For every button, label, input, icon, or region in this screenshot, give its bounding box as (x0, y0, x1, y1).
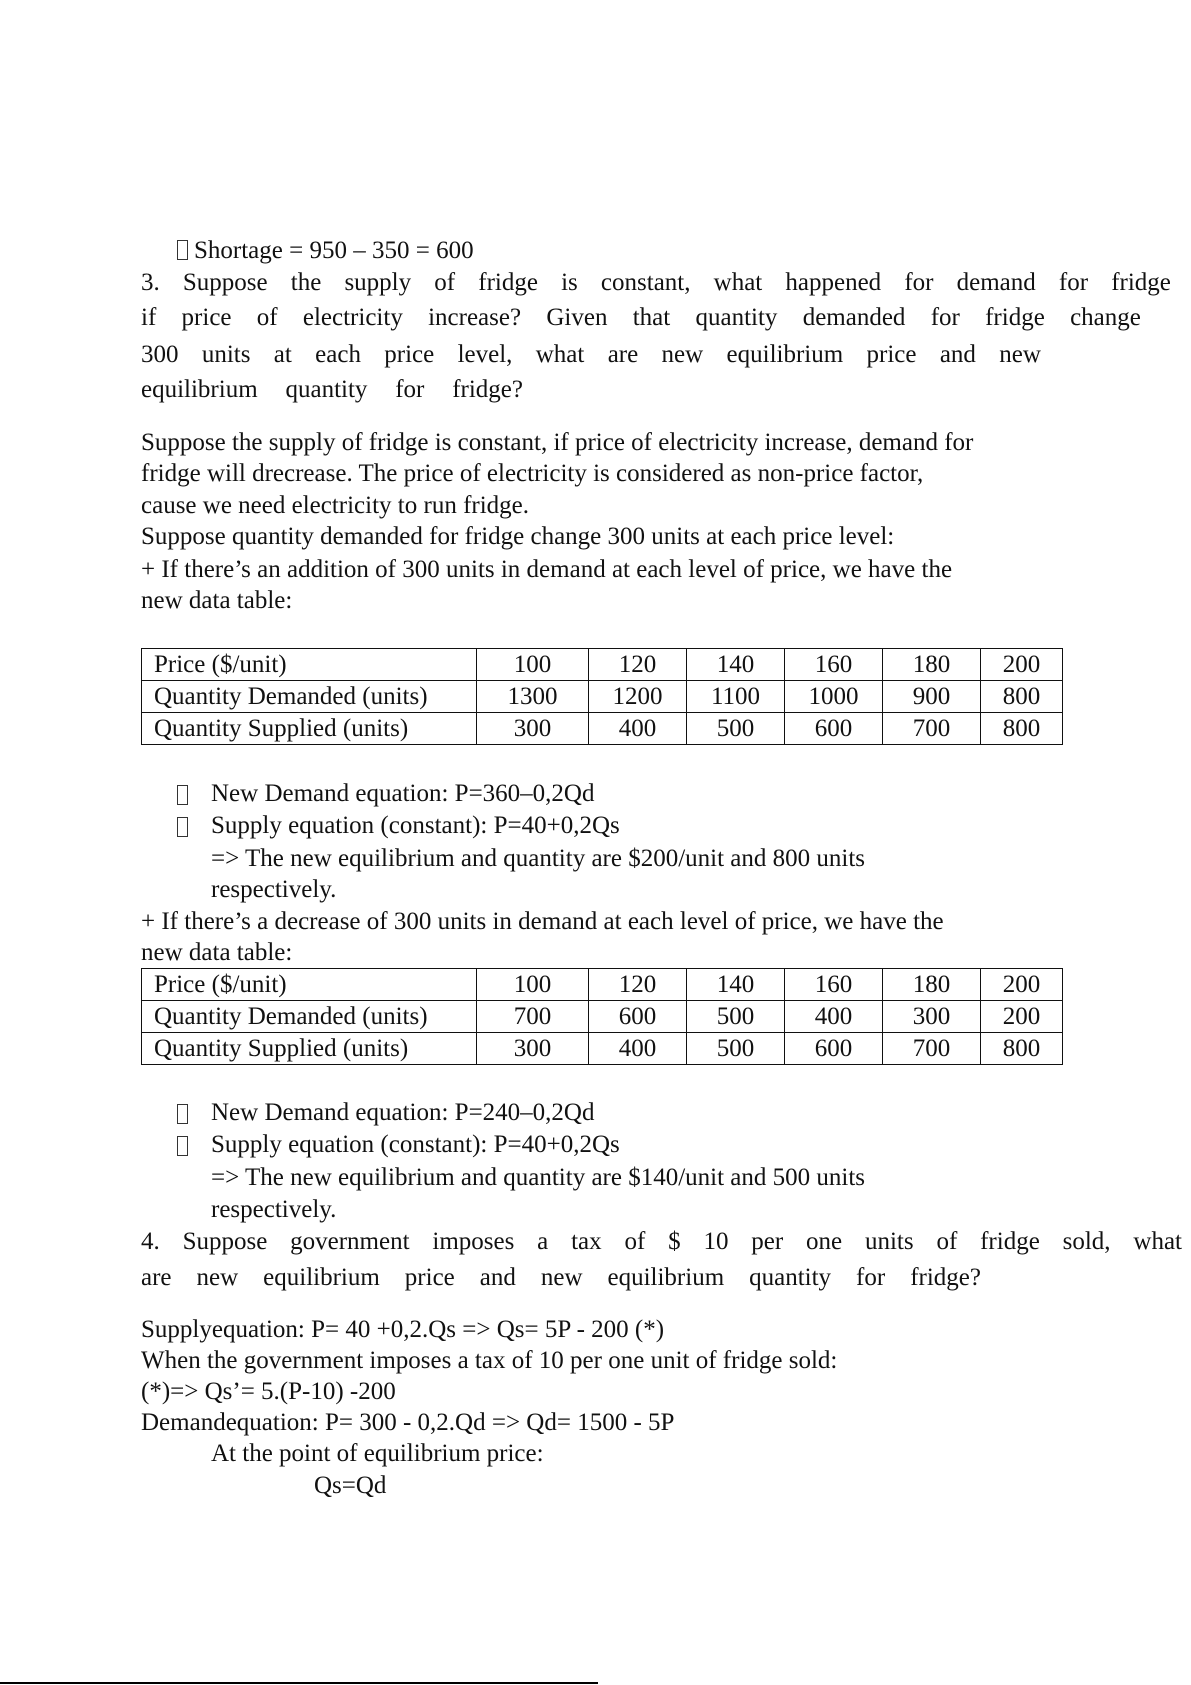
shortage-text: Shortage = 950 – 350 = 600 (194, 237, 474, 264)
word: that (632, 304, 671, 331)
word: each (315, 341, 361, 368)
supply-equation: Supplyequation: P= 40 +0,2.Qs => Qs= 5P - 200 (*) (141, 1316, 665, 1343)
table-cell: 200 (981, 649, 1063, 681)
word: price (181, 304, 232, 331)
table-cell: 800 (981, 1033, 1063, 1065)
table-cell: 180 (883, 969, 981, 1001)
footnote-separator (0, 1682, 598, 1684)
table-cell: 1300 (477, 681, 589, 713)
table-cell: 100 (477, 649, 589, 681)
word: quantity (749, 1264, 832, 1291)
table-cell: 700 (883, 1033, 981, 1065)
table-cell: 300 (477, 1033, 589, 1065)
table-cell: 400 (589, 713, 687, 745)
table-cell: 160 (785, 969, 883, 1001)
word: for (395, 376, 425, 403)
word: are (607, 341, 639, 368)
word: government (290, 1228, 410, 1255)
table-cell: 300 (883, 1001, 981, 1033)
word: imposes (432, 1228, 515, 1255)
word: happened (785, 269, 882, 296)
word: price (866, 341, 917, 368)
word: per (751, 1228, 784, 1255)
word: what (713, 269, 763, 296)
table-cell: 500 (687, 1033, 785, 1065)
word: 300 (141, 341, 179, 368)
table-cell: 200 (981, 1001, 1063, 1033)
table-cell: 600 (785, 1033, 883, 1065)
table-cell: 200 (981, 969, 1063, 1001)
word: fridge (980, 1228, 1040, 1255)
table-cell: 500 (687, 713, 785, 745)
table-cell: 800 (981, 681, 1063, 713)
word: level, (457, 341, 513, 368)
shortage-line (177, 236, 474, 266)
word: the (290, 269, 322, 296)
word: of (256, 304, 278, 331)
table-cell: 140 (687, 969, 785, 1001)
supply-equation: Supply equation (constant): P=40+0,2Qs (211, 1131, 620, 1158)
word: price (404, 1264, 455, 1291)
word: what (1133, 1228, 1182, 1255)
table-demand-decrease (141, 968, 1063, 1065)
word: quantity (695, 304, 778, 331)
row-label: Quantity Supplied (units) (142, 1033, 477, 1065)
word: price (384, 341, 435, 368)
table-cell: 600 (589, 1001, 687, 1033)
row-label: Price ($/unit) (142, 969, 477, 1001)
word: of (936, 1228, 958, 1255)
word: fridge (1111, 269, 1171, 296)
word: fridge (478, 269, 538, 296)
word: if (141, 304, 157, 331)
question-3-line (141, 340, 1041, 370)
word: new (540, 1264, 583, 1291)
new-supply-equation: (*)=> Qs’= 5.(P-10) -200 (141, 1378, 396, 1405)
word: demanded (802, 304, 906, 331)
word: 10 (703, 1228, 729, 1255)
word: at (273, 341, 292, 368)
word: what (535, 341, 585, 368)
decrease-intro: + If there’s a decrease of 300 units in demand at each level of price, we have the (141, 908, 944, 935)
table-row (142, 649, 1063, 681)
word: for (1058, 269, 1089, 296)
word: and (479, 1264, 516, 1291)
paragraph-line: Suppose the supply of fridge is constant, if price of electricity increase, demand for (141, 429, 974, 456)
table-row (142, 1001, 1063, 1033)
word: units (864, 1228, 914, 1255)
word: demand (956, 269, 1036, 296)
word: 3. (141, 269, 160, 296)
table-cell: 900 (883, 681, 981, 713)
table-cell: 120 (589, 969, 687, 1001)
question-4-line (141, 1263, 981, 1293)
word: equilibrium (141, 376, 258, 403)
word: of (434, 269, 456, 296)
question-3-line (141, 303, 1141, 333)
word: constant, (600, 269, 691, 296)
equilibrium-conclusion-cont: respectively. (211, 876, 337, 903)
table-cell: 1200 (589, 681, 687, 713)
table-cell: 400 (589, 1033, 687, 1065)
equilibrium-conclusion: => The new equilibrium and quantity are $140/unit and 500 units (211, 1164, 866, 1191)
table-row (142, 969, 1063, 1001)
row-label: Quantity Demanded (units) (142, 1001, 477, 1033)
table-cell: 120 (589, 649, 687, 681)
table-cell: 140 (687, 649, 785, 681)
table-cell: 700 (477, 1001, 589, 1033)
table-cell: 100 (477, 969, 589, 1001)
table-cell: 700 (883, 713, 981, 745)
supply-equation: Supply equation (constant): P=40+0,2Qs (211, 812, 620, 839)
paragraph-line: fridge will drecrease. The price of electricity is considered as non-price factor, (141, 460, 924, 487)
word: 4. (141, 1228, 160, 1255)
word: of (624, 1228, 646, 1255)
word: for (856, 1264, 886, 1291)
word: Suppose (182, 1228, 268, 1255)
table-row (142, 1033, 1063, 1065)
table-demand-increase (141, 648, 1063, 745)
word: tax (571, 1228, 602, 1255)
word: is (561, 269, 578, 296)
row-label: Quantity Demanded (units) (142, 681, 477, 713)
table-cell: 1100 (687, 681, 785, 713)
equilibrium-intro: At the point of equilibrium price: (211, 1440, 544, 1467)
bullet-box-icon (177, 240, 188, 260)
word: new (196, 1264, 239, 1291)
word: equilibrium (726, 341, 844, 368)
word: equilibrium (607, 1264, 725, 1291)
table-cell: 160 (785, 649, 883, 681)
bullet-box-icon (177, 785, 188, 805)
table-cell: 500 (687, 1001, 785, 1033)
question-3-line (141, 268, 1171, 298)
word: a (537, 1228, 549, 1255)
paragraph-line: Suppose quantity demanded for fridge change 300 units at each price level: (141, 523, 895, 550)
word: fridge? (452, 376, 523, 403)
new-demand-equation: New Demand equation: P=240–0,2Qd (211, 1099, 595, 1126)
table-row (142, 681, 1063, 713)
word: equilibrium (263, 1264, 380, 1291)
paragraph-line: new data table: (141, 587, 293, 614)
row-label: Quantity Supplied (units) (142, 713, 477, 745)
word: Given (546, 304, 608, 331)
equilibrium-conclusion: => The new equilibrium and quantity are $200/unit and 800 units (211, 845, 866, 872)
word: increase? (428, 304, 522, 331)
word: for (930, 304, 960, 331)
bullet-box-icon (177, 1104, 188, 1124)
question-4-line (141, 1227, 1182, 1257)
question-3-line (141, 375, 523, 405)
word: supply (344, 269, 412, 296)
new-demand-equation: New Demand equation: P=360–0,2Qd (211, 780, 595, 807)
row-label: Price ($/unit) (142, 649, 477, 681)
bullet-box-icon (177, 1136, 188, 1156)
bullet-box-icon (177, 817, 188, 837)
paragraph-line: cause we need electricity to run fridge. (141, 492, 530, 519)
word: Suppose (182, 269, 268, 296)
equilibrium-condition: Qs=Qd (314, 1472, 387, 1499)
table-cell: 180 (883, 649, 981, 681)
word: new (661, 341, 704, 368)
word: electricity (302, 304, 403, 331)
word: new (999, 341, 1041, 368)
demand-equation: Demandequation: P= 300 - 0,2.Qd => Qd= 1500 - 5P (141, 1409, 675, 1436)
word: one (806, 1228, 843, 1255)
word: and (939, 341, 976, 368)
word: change (1070, 304, 1141, 331)
word: fridge (985, 304, 1045, 331)
table-row (142, 713, 1063, 745)
word: quantity (285, 376, 368, 403)
equilibrium-conclusion-cont: respectively. (211, 1196, 337, 1223)
table-cell: 1000 (785, 681, 883, 713)
word: fridge? (910, 1264, 981, 1291)
word: are (141, 1264, 172, 1291)
word: sold, (1062, 1228, 1111, 1255)
word: $ (668, 1228, 681, 1255)
table-cell: 600 (785, 713, 883, 745)
decrease-intro-cont: new data table: (141, 939, 293, 966)
paragraph-line: + If there’s an addition of 300 units in demand at each level of price, we have the (141, 556, 953, 583)
table-cell: 300 (477, 713, 589, 745)
word: for (904, 269, 934, 296)
table-cell: 400 (785, 1001, 883, 1033)
table-cell: 800 (981, 713, 1063, 745)
word: units (201, 341, 251, 368)
tax-intro: When the government imposes a tax of 10 per one unit of fridge sold: (141, 1347, 838, 1374)
